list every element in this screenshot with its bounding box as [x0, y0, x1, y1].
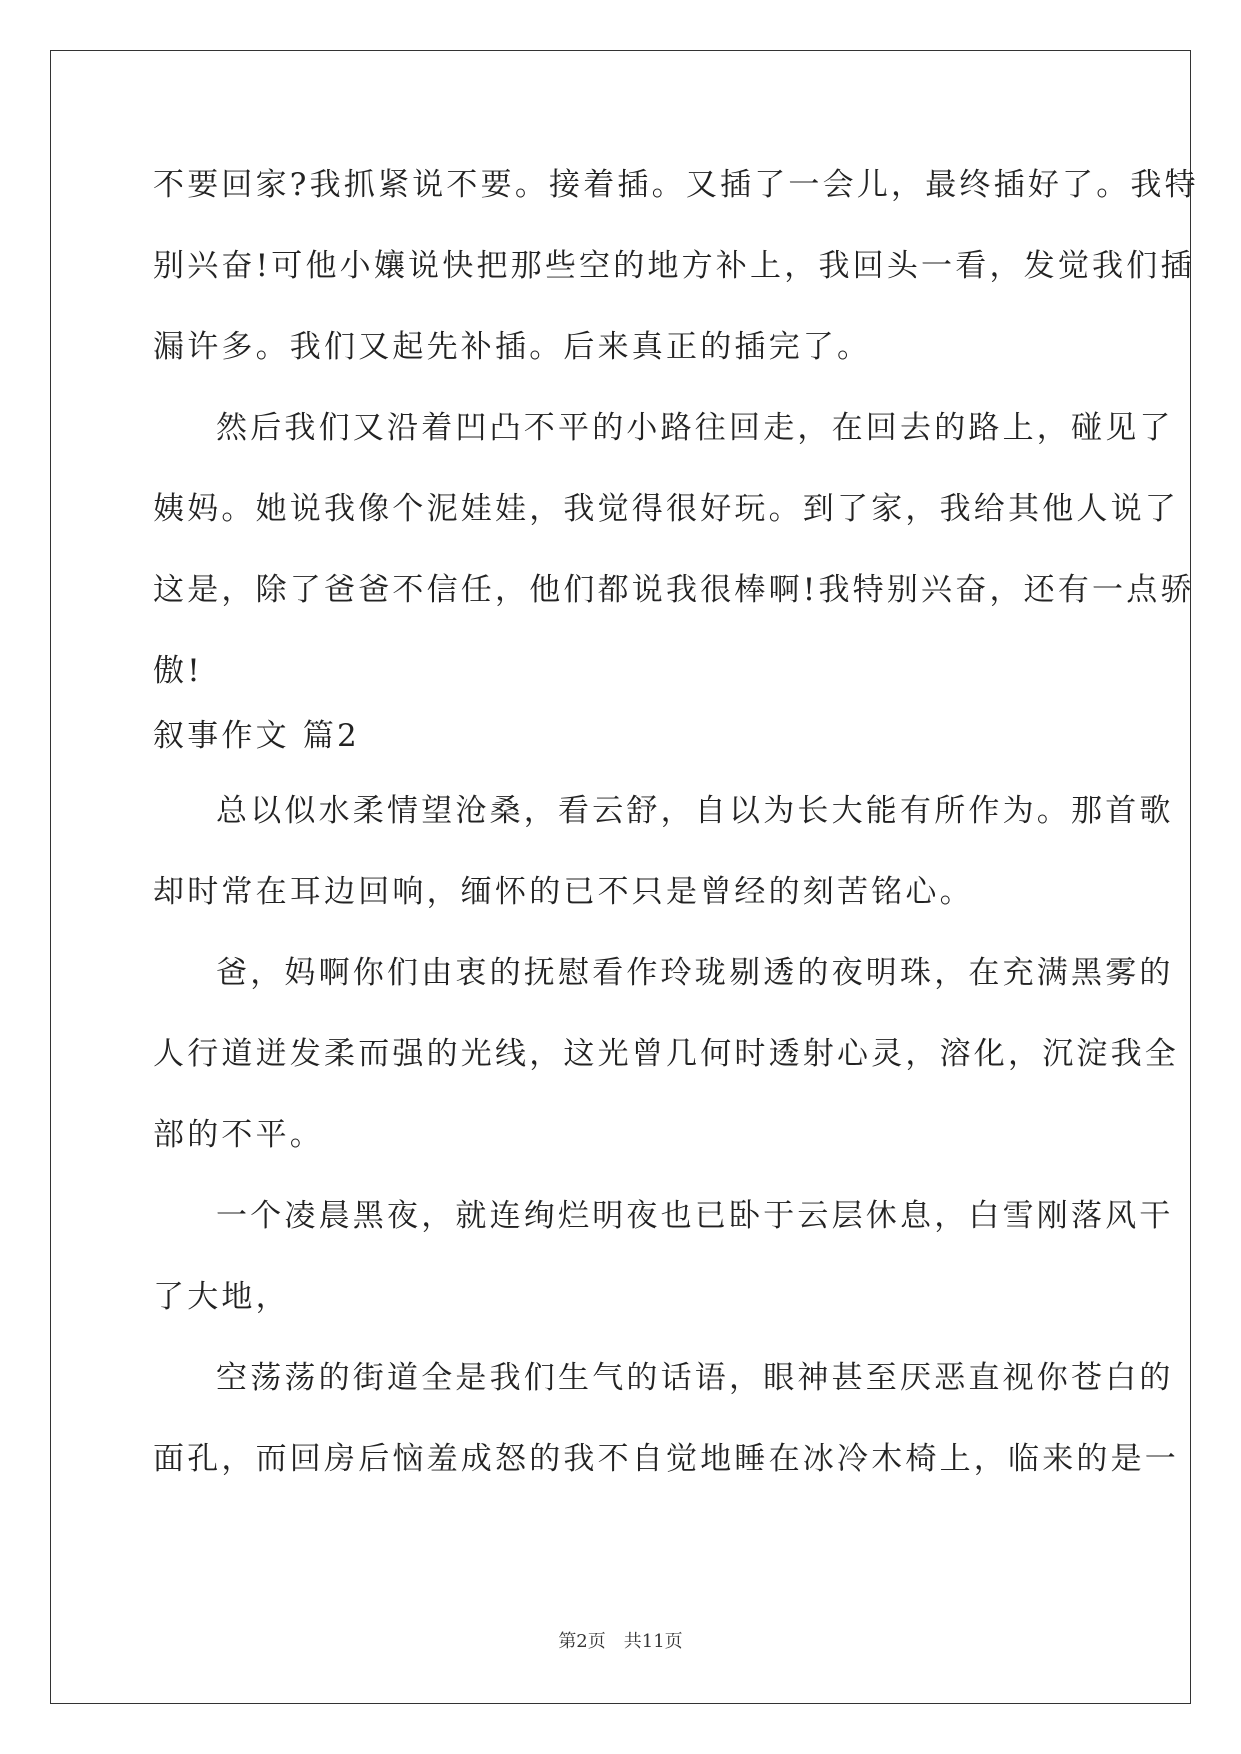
text-line: 姨妈。她说我像个泥娃娃，我觉得很好玩。到了家，我给其他人说了	[153, 491, 1179, 527]
text-line: 不要回家?我抓紧说不要。接着插。又插了一会儿，最终插好了。我特	[153, 167, 1199, 203]
text-line: 人行道迸发柔而强的光线，这光曾几何时透射心灵，溶化，沉淀我全	[153, 1036, 1179, 1072]
text-line: 别兴奋!可他小孃说快把那些空的地方补上，我回头一看，发觉我们插	[153, 248, 1195, 284]
section-heading: 叙事作文 篇2	[153, 718, 360, 754]
text-line: 一个凌晨黑夜，就连绚烂明夜也已卧于云层休息，白雪刚落风干	[216, 1198, 1174, 1234]
text-line: 然后我们又沿着凹凸不平的小路往回走，在回去的路上，碰见了	[216, 410, 1174, 446]
text-line: 部的不平。	[153, 1117, 324, 1153]
text-line: 面孔，而回房后恼羞成怒的我不自觉地睡在冰冷木椅上，临来的是一	[153, 1441, 1179, 1477]
text-line: 爸，妈啊你们由衷的抚慰看作玲珑剔透的夜明珠，在充满黑雾的	[216, 955, 1174, 991]
document-body	[153, 160, 1199, 1515]
text-line: 却时常在耳边回响，缅怀的已不只是曾经的刻苦铭心。	[153, 874, 974, 910]
text-line: 空荡荡的街道全是我们生气的话语，眼神甚至厌恶直视你苍白的	[216, 1360, 1174, 1396]
text-line: 傲!	[153, 653, 203, 689]
text-line: 漏许多。我们又起先补插。后来真正的插完了。	[153, 329, 872, 365]
page-number: 第2页 共11页	[558, 1631, 683, 1652]
text-line: 总以似水柔情望沧桑，看云舒，自以为长大能有所作为。那首歌	[216, 793, 1174, 829]
text-line: 这是，除了爸爸不信任，他们都说我很棒啊!我特别兴奋，还有一点骄	[153, 572, 1195, 608]
text-line: 了大地，	[153, 1279, 290, 1315]
